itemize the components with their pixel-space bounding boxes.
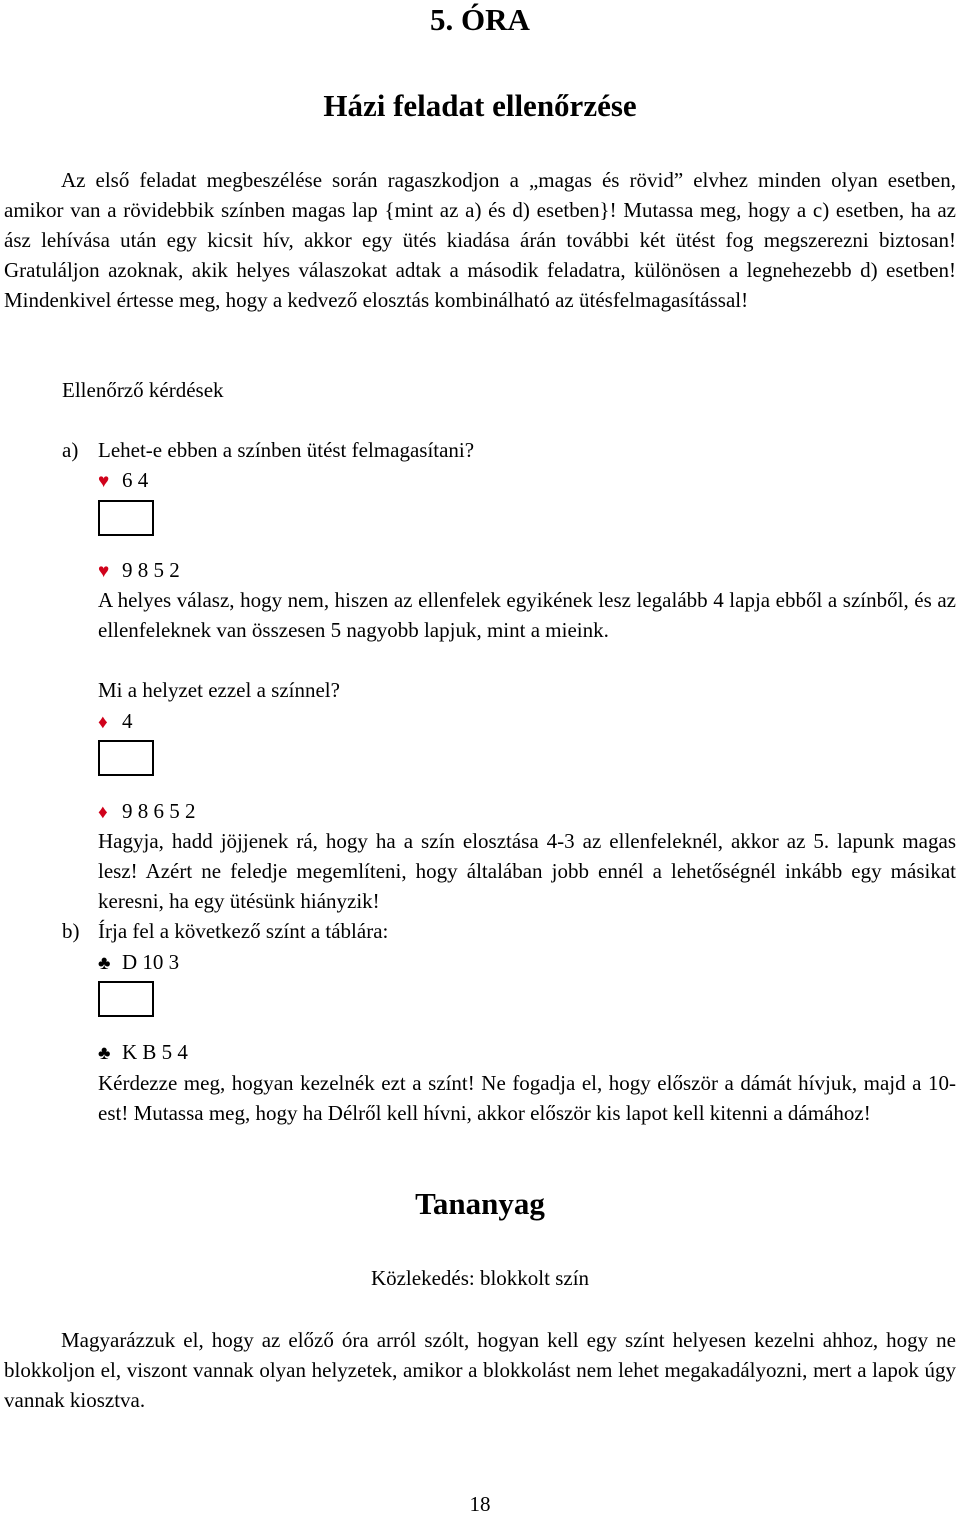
hand-cards: 6 4	[122, 468, 149, 492]
answer-a: A helyes válasz, hogy nem, hiszen az ellenfelek egyikének lesz legalább 4 lapja ebből a színből, és az ellenfeleknek van összesen 5 nagyobb lapjuk, mint a mieink.	[98, 588, 956, 642]
material-paragraph: Magyarázzuk el, hogy az előző óra arról szólt, hogyan kell egy színt helyesen kezelni ahhoz, hogy ne blokkoljon el, viszont vannak olyan helyzetek, amikor a blokkolást nem lehet megakadályozni, mert a lapok úgy vannak kiosztva.	[4, 1328, 956, 1412]
followup-question: Mi a helyzet ezzel a színnel?	[98, 678, 340, 702]
club-icon: ♣	[98, 1043, 111, 1064]
heart-icon: ♥	[98, 471, 110, 492]
diamond-icon: ♦	[98, 712, 108, 733]
section-title-material: Tananyag	[415, 1186, 545, 1221]
intro-paragraph: Az első feladat megbeszélése során ragaszkodjon a „magas és rövid” elvhez minden olyan esetben, amikor van a rövidebbik színben magas lap {mint az a) és d) esetben}! Mutassa meg, hogy a c) esetben, ha az ász lehívása után egy kicsit hív, akkor egy ütés kiadása árán további két ütést fog megszerezni biztosan! Gratuláljon azoknak, akik helyes válaszokat adtak a második feladatra, különösen a legnehezebb d) esetben! Mindenkivel értesse meg, hogy a kedvező elosztás kombinálható az ütésfelmagasítással!	[4, 168, 956, 312]
hand-north-b	[98, 947, 179, 979]
diamond-icon: ♦	[98, 802, 108, 823]
lesson-heading: 5. ÓRA	[430, 2, 530, 37]
checks-heading: Ellenőrző kérdések	[62, 378, 224, 402]
hand-cards: K B 5 4	[122, 1040, 188, 1064]
question-b-label: b)	[62, 919, 80, 943]
hand-south-a	[98, 555, 180, 587]
hand-cards: 4	[122, 709, 133, 733]
section-subtitle: Közlekedés: blokkolt szín	[370, 1266, 590, 1290]
question-a-label: a)	[62, 438, 79, 462]
hand-cards: 9 8 5 2	[122, 558, 180, 582]
question-a-text: Lehet-e ebben a színben ütést felmagasítani?	[98, 438, 475, 462]
table-box-b	[98, 981, 154, 1017]
hand-south-a2	[98, 796, 196, 828]
club-icon: ♣	[98, 953, 111, 974]
answer-b: Kérdezze meg, hogyan kezelnék ezt a színt! Ne fogadja el, hogy először a dámát hívjuk, majd a 10-est! Mutassa meg, hogy ha Délről kell hívni, akkor először kis lapot kell kitenni a dámához!	[98, 1071, 956, 1125]
table-box-a1	[98, 500, 154, 536]
hand-north-a	[98, 465, 148, 497]
followup-answer: Hagyja, hadd jöjjenek rá, hogy ha a szín elosztása 4-3 az ellenfeleknél, akkor az 5. lapunk magas lesz! Azért ne feledje megemlíteni, hogy általában jobb ennél a lehetőségnél inkább egy másikat keresni, ha egy ütésünk hiányzik!	[98, 829, 956, 913]
table-box-a2	[98, 740, 154, 776]
page-number: 18	[469, 1492, 491, 1516]
hand-north-a2	[98, 706, 133, 738]
hand-south-b	[98, 1037, 188, 1069]
section-title-homework: Házi feladat ellenőrzése	[323, 88, 637, 123]
question-b-text: Írja fel a következő színt a táblára:	[98, 919, 389, 943]
hand-cards: D 10 3	[122, 950, 180, 974]
heart-icon: ♥	[98, 561, 110, 582]
hand-cards: 9 8 6 5 2	[122, 799, 196, 823]
